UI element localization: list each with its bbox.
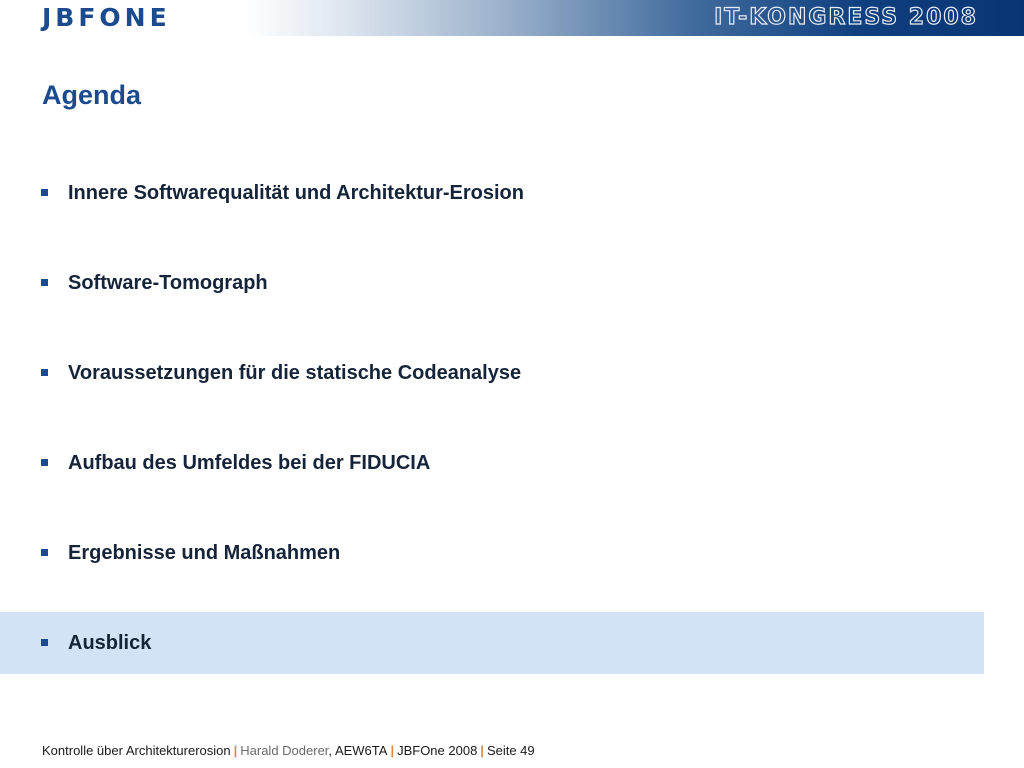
footer-separator: |	[390, 743, 395, 758]
square-bullet-icon	[41, 189, 48, 196]
header-band	[0, 0, 1024, 36]
agenda-item-label: Aufbau des Umfeldes bei der FIDUCIA	[68, 452, 431, 474]
footer-separator: |	[480, 743, 484, 758]
logo-text: JBFONE	[42, 3, 171, 32]
footer-separator: |	[233, 743, 238, 758]
jbfone-logo	[42, 5, 171, 31]
agenda-item-label: Ausblick	[68, 632, 152, 654]
square-bullet-icon	[41, 639, 48, 646]
footer-org: AEW6TA	[334, 743, 388, 758]
square-bullet-icon	[41, 279, 48, 286]
square-bullet-icon	[41, 369, 48, 376]
agenda-item	[0, 522, 984, 584]
slide-footer	[42, 743, 535, 759]
agenda-item-current	[0, 612, 984, 674]
square-bullet-icon	[41, 549, 48, 556]
agenda-item-label: Innere Softwarequalität und Architektur-Erosion	[68, 182, 524, 204]
agenda-item-label: Ergebnisse und Maßnahmen	[68, 542, 341, 564]
agenda-list	[0, 162, 984, 702]
agenda-item-label: Voraussetzungen für die statische Codeanalyse	[68, 362, 522, 384]
square-bullet-icon	[41, 459, 48, 466]
footer-comma: ,	[328, 743, 333, 758]
footer-event: JBFOne 2008	[397, 743, 478, 758]
agenda-item	[0, 342, 984, 404]
agenda-item-label: Software-Tomograph	[68, 272, 268, 294]
footer-author: Harald Doderer	[240, 743, 329, 758]
footer-topic: Kontrolle über Architekturerosion	[42, 743, 231, 758]
congress-title: IT-KONGRESS 2008	[714, 5, 978, 30]
agenda-item	[0, 252, 984, 314]
footer-page: Seite 49	[486, 743, 535, 758]
agenda-item	[0, 162, 984, 224]
agenda-item	[0, 432, 984, 494]
slide-title: Agenda	[42, 80, 142, 110]
